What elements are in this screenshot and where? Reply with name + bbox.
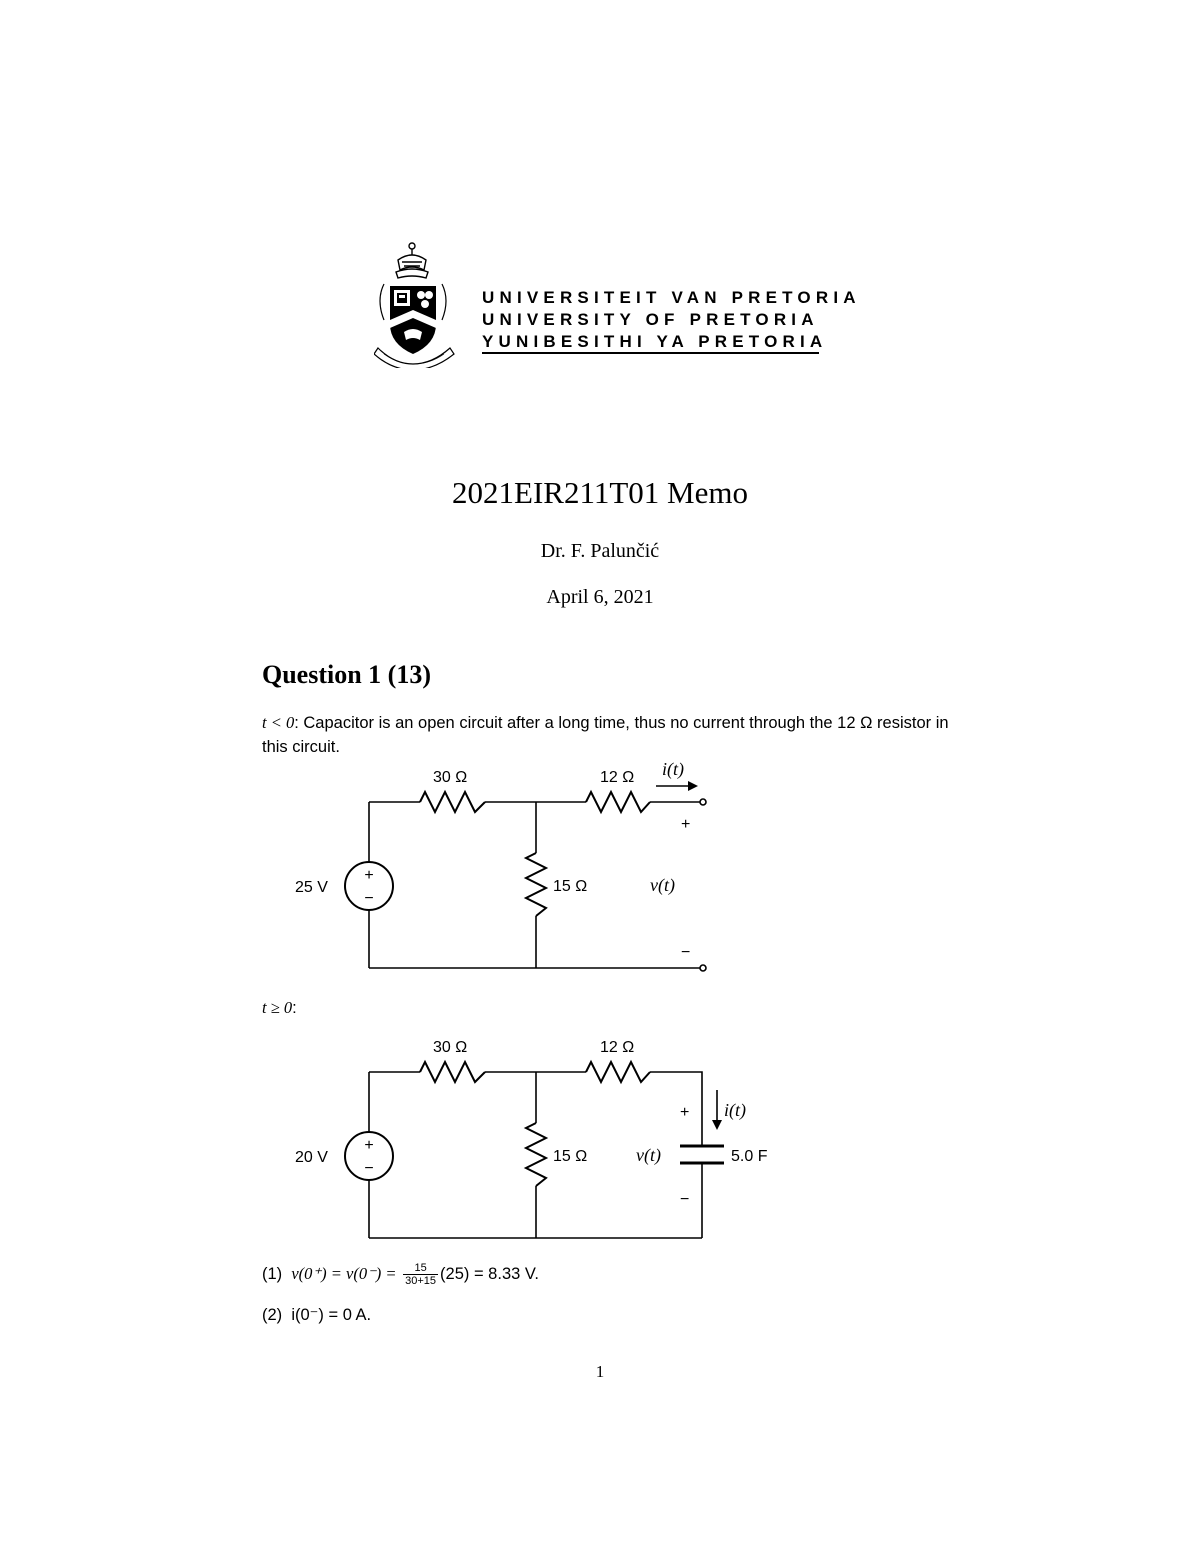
eq1-rhs: (25) = 8.33 V. xyxy=(440,1265,539,1283)
source2-plus-sign: + xyxy=(364,1137,374,1154)
current2-arrow-head xyxy=(712,1120,722,1130)
r2-label: 12 Ω xyxy=(600,769,635,786)
university-name-sepedi: YUNIBESITHI YA PRETORIA xyxy=(482,332,828,351)
document-author: Dr. F. Palunčić xyxy=(540,540,660,562)
document-title: 2021EIR211T01 Memo xyxy=(452,475,748,510)
r3-label: 15 Ω xyxy=(553,878,588,895)
r2b-label: 12 Ω xyxy=(600,1039,635,1056)
voltage-label: v(t) xyxy=(650,875,675,895)
source-plus-sign: + xyxy=(364,867,374,884)
eq1-number: (1) xyxy=(262,1265,283,1283)
current-label: i(t) xyxy=(662,759,684,779)
condition-before-math: t < 0 xyxy=(262,713,295,732)
r1b-label: 30 Ω xyxy=(433,1039,468,1056)
source-minus-sign: − xyxy=(364,890,374,907)
resistor2-15-ohm xyxy=(526,1123,546,1186)
capacitor-label: 5.0 F xyxy=(731,1148,768,1165)
cap-minus-sign: − xyxy=(680,1191,690,1208)
eq2-text: i(0⁻) = 0 A. xyxy=(291,1306,372,1324)
output-plus-sign: + xyxy=(681,816,691,833)
wire2-right-top xyxy=(650,1072,702,1146)
resistor2-12-ohm xyxy=(586,1062,650,1082)
r3b-label: 15 Ω xyxy=(553,1148,588,1165)
source-label: 25 V xyxy=(295,879,328,896)
eq1-frac-num: 15 xyxy=(403,1262,438,1275)
eq1-fraction xyxy=(403,1262,438,1287)
eq1-lhs: v(0⁺) = v(0⁻) = xyxy=(291,1264,397,1283)
document-date: April 6, 2021 xyxy=(546,586,654,608)
university-name-afrikaans: UNIVERSITEIT VAN PRETORIA xyxy=(482,288,861,307)
source2-label: 20 V xyxy=(295,1149,328,1166)
r1-label: 30 Ω xyxy=(433,769,468,786)
page-number: 1 xyxy=(595,1362,605,1381)
voltage2-label: v(t) xyxy=(636,1145,661,1165)
condition-after-math: t ≥ 0 xyxy=(262,998,293,1017)
question-1-heading: Question 1 (13) xyxy=(262,660,431,689)
cap-plus-sign: + xyxy=(680,1104,690,1121)
equation-2 xyxy=(262,1303,371,1327)
eq2-number: (2) xyxy=(262,1306,283,1324)
condition-before-text: : Capacitor is an open circuit after a long time, thus no current through the 12 Ω resistor in this circuit. xyxy=(262,714,949,756)
condition-after-suffix: : xyxy=(292,999,297,1017)
source2-minus-sign: − xyxy=(364,1160,374,1177)
university-name-english: UNIVERSITY OF PRETORIA xyxy=(482,310,819,329)
current2-label: i(t) xyxy=(724,1100,746,1120)
equation-1 xyxy=(262,1262,539,1287)
resistor2-30-ohm xyxy=(420,1062,485,1082)
eq1-frac-den: 30+15 xyxy=(405,1275,437,1288)
output-minus-sign: − xyxy=(681,944,691,961)
